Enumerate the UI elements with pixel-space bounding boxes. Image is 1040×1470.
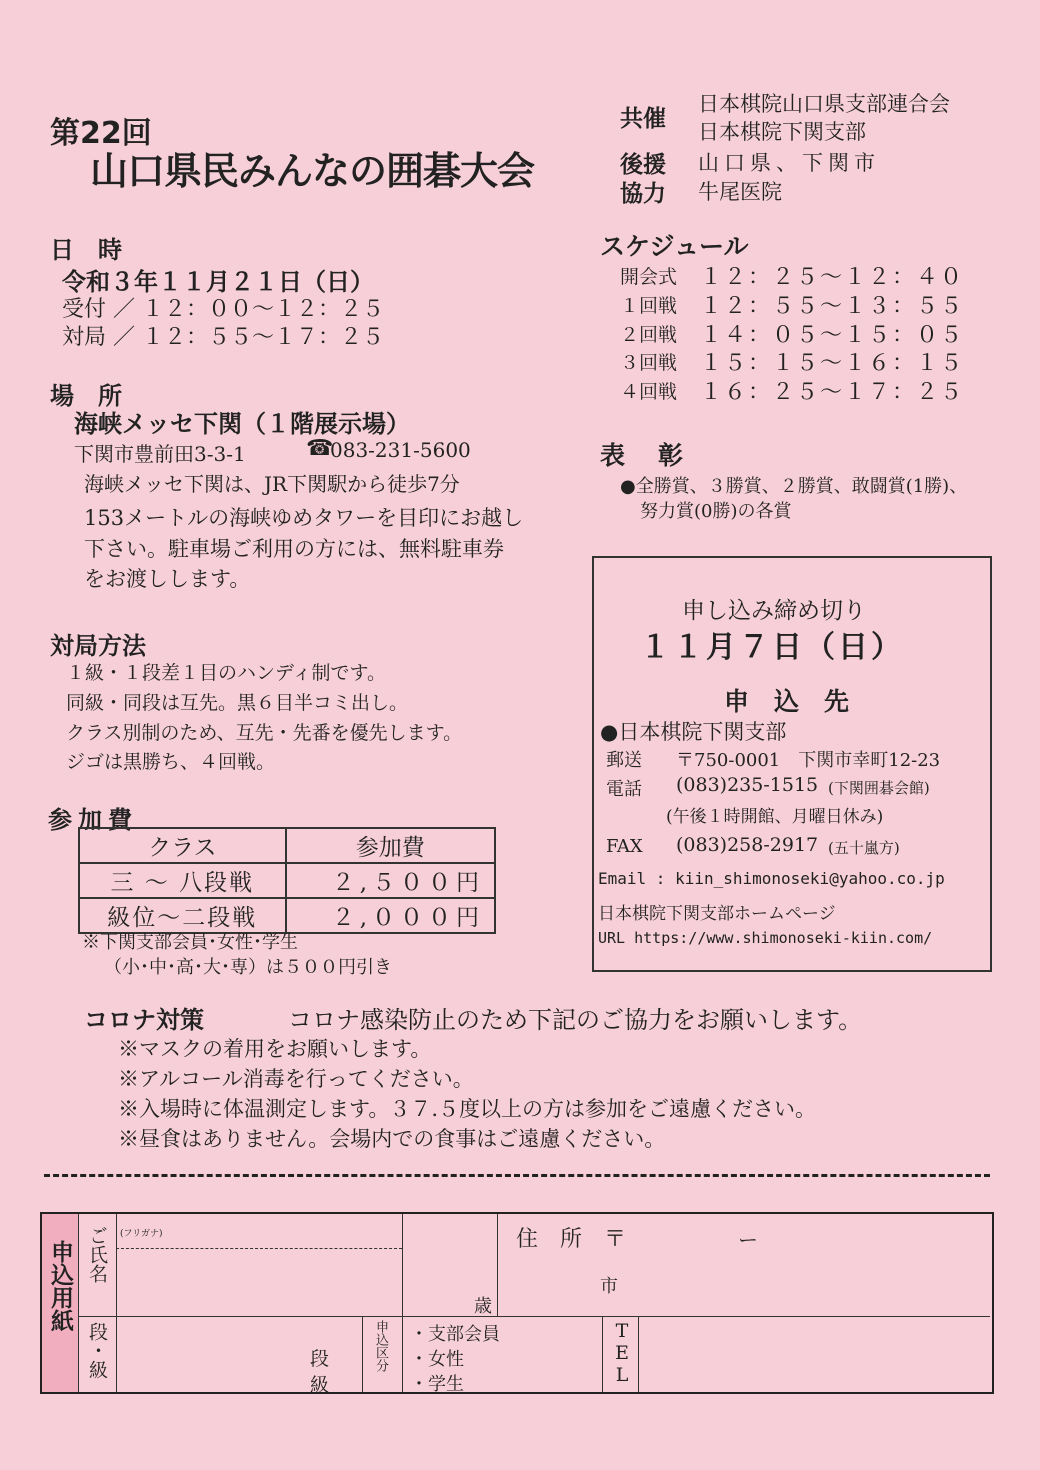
tel-input[interactable]: [640, 1318, 988, 1390]
address-label: 住 所 〒: [516, 1227, 627, 1252]
mail-label: 郵送: [606, 750, 642, 771]
fee-col-price: 参加費: [286, 828, 495, 863]
venue-access: 海峡メッセ下関は、JR下関駅から徒歩7分: [84, 472, 460, 496]
fee-price: ２,５００円: [286, 863, 495, 898]
contact-org: ●日本棋院下関支部: [600, 720, 787, 744]
covid-item-2: ※アルコール消毒を行ってください。: [118, 1067, 474, 1091]
mail-address: 〒750-0001 下関市幸町12-23: [676, 750, 941, 771]
kyu-unit: 級: [310, 1374, 330, 1396]
rank-label: 段・級: [86, 1322, 108, 1379]
schedule-time: １２：２５～１２：４０: [700, 265, 965, 290]
divider: [638, 1316, 639, 1392]
method-line-4: ジゴは黒勝ち、４回戦。: [66, 751, 276, 773]
reception-time: 受付 ／ １２：００～１２：２５: [62, 297, 384, 322]
deadline-label: 申し込み締め切り: [682, 598, 866, 624]
schedule-label: １回戦: [620, 295, 678, 317]
support-value: 山口県、下関市: [698, 151, 880, 175]
name-input[interactable]: [118, 1250, 400, 1314]
awards-heading: 表 彰: [600, 441, 688, 470]
name-label: ご氏名: [86, 1226, 108, 1283]
form-title: 申込用紙: [47, 1240, 73, 1332]
schedule-label: ３回戦: [620, 352, 678, 374]
covid-item-3: ※入場時に体温測定します。３７.５度以上の方は参加をご遠慮ください。: [118, 1097, 816, 1121]
telephone-icon: ☎: [306, 436, 334, 461]
divider: [497, 1214, 498, 1316]
covid-item-4: ※昼食はありません。会場内での食事はご遠慮ください。: [118, 1127, 666, 1151]
cut-line: [44, 1174, 990, 1177]
contact-email[interactable]: Email : kiin_shimonoseki@yahoo.co.jp: [598, 869, 945, 888]
fee-table: [78, 827, 496, 934]
cooperation-label: 協力: [620, 181, 666, 207]
event-date: 令和３年１１月２１日（日）: [62, 267, 374, 296]
application-form: [40, 1212, 994, 1394]
method-line-1: １級・１段差１目のハンディ制です。: [66, 662, 386, 684]
covid-intro: コロナ感染防止のため下記のご協力をお願いします。: [288, 1006, 863, 1034]
contact-heading: 申 込 先: [724, 687, 850, 716]
awards-line-1: ●全勝賞、３勝賞、２勝賞、敢闘賞(1勝)、: [620, 476, 968, 497]
schedule-label: 開会式: [620, 266, 678, 288]
dan-unit: 段: [310, 1348, 330, 1370]
category-label: 申込区分: [373, 1320, 388, 1372]
edition-label: 第22回: [50, 116, 152, 151]
schedule-heading: スケジュール: [600, 232, 749, 261]
age-unit: 歳: [474, 1296, 492, 1317]
page-title: 山口県民みんなの囲碁大会: [90, 149, 535, 193]
tel-number: (083)235-1515: [676, 774, 819, 796]
awards-line-2: 努力賞(0勝)の各賞: [640, 501, 792, 522]
datetime-heading: 日 時: [50, 236, 122, 264]
venue-note-3: をお渡しします。: [84, 567, 251, 591]
method-heading: 対局方法: [50, 632, 146, 660]
divider: [602, 1316, 603, 1392]
covid-heading: コロナ対策: [84, 1006, 204, 1034]
tel-hours: (午後１時開館、月曜日休み): [666, 807, 884, 827]
fax-note: (五十嵐方): [828, 839, 900, 857]
support-label: 後援: [620, 152, 666, 178]
tel-field-label: TEL: [611, 1320, 633, 1386]
fee-heading: 参加費: [48, 806, 138, 834]
covid-item-1: ※マスクの着用をお願いします。: [118, 1037, 432, 1061]
schedule-time: １５：１５～１６：１５: [700, 351, 965, 376]
furigana-divider: [116, 1248, 402, 1249]
fee-col-class: クラス: [79, 828, 286, 863]
schedule-time: １４：０５～１５：０５: [700, 323, 965, 348]
furigana-label: (フリガナ): [120, 1229, 163, 1239]
category-option-member[interactable]: ・支部会員: [410, 1324, 500, 1345]
venue-phone: 083-231-5600: [330, 438, 471, 462]
table-row: [79, 828, 495, 863]
cohost-label: 共催: [620, 106, 666, 132]
fee-note-2: （小･中･高･大･専）は５００円引き: [104, 957, 392, 978]
cohost-1: 日本棋院山口県支部連合会: [698, 92, 950, 116]
deadline-date: １１月７日（日）: [640, 630, 904, 665]
venue-note-1: 153メートルの海峡ゆめタワーを目印にお越し: [84, 506, 524, 530]
venue-note-2: 下さい。駐車場ご利用の方には、無料駐車券: [84, 537, 504, 561]
cooperation-value: 牛尾医院: [698, 180, 782, 204]
cohost-2: 日本棋院下関支部: [698, 120, 866, 144]
tel-place: (下関囲碁会館): [828, 779, 930, 797]
venue-heading: 場 所: [50, 382, 122, 410]
game-time: 対局 ／ １２：５５～１７：２５: [62, 325, 384, 350]
fee-class: 級位～二段戦: [79, 898, 286, 933]
city-label: 市: [600, 1276, 618, 1297]
divider: [362, 1316, 363, 1392]
address-input[interactable]: [499, 1216, 989, 1314]
fax-label: FAX: [606, 836, 643, 857]
fee-class: 三 ～ 八段戦: [79, 863, 286, 898]
venue-name: 海峡メッセ下関（１階展示場）: [74, 410, 410, 438]
postal-dash: ー: [738, 1228, 758, 1252]
fax-number: (083)258-2917: [676, 834, 819, 856]
divider: [78, 1214, 79, 1392]
category-option-student[interactable]: ・学生: [410, 1374, 464, 1395]
homepage-url[interactable]: URL https://www.shimonoseki-kiin.com/: [598, 929, 933, 947]
schedule-time: １２：５５～１３：５５: [700, 294, 965, 319]
schedule-label: ２回戦: [620, 324, 678, 346]
homepage-label: 日本棋院下関支部ホームページ: [598, 904, 836, 924]
venue-address: 下関市豊前田3-3-1: [74, 442, 246, 466]
table-row: [79, 863, 495, 898]
method-line-3: クラス別制のため、互先・先番を優先します。: [66, 722, 463, 744]
tel-label: 電話: [606, 779, 642, 800]
divider: [402, 1214, 403, 1392]
fee-price: ２,０００円: [286, 898, 495, 933]
schedule-time: １６：２５～１７：２５: [700, 380, 965, 405]
fee-note-1: ※下関支部会員･女性･学生: [82, 932, 298, 953]
category-option-female[interactable]: ・女性: [410, 1349, 464, 1370]
divider: [116, 1214, 117, 1392]
method-line-2: 同級・同段は互先。黒６目半コミ出し。: [66, 692, 409, 714]
schedule-label: ４回戦: [620, 381, 678, 403]
divider: [78, 1316, 990, 1317]
